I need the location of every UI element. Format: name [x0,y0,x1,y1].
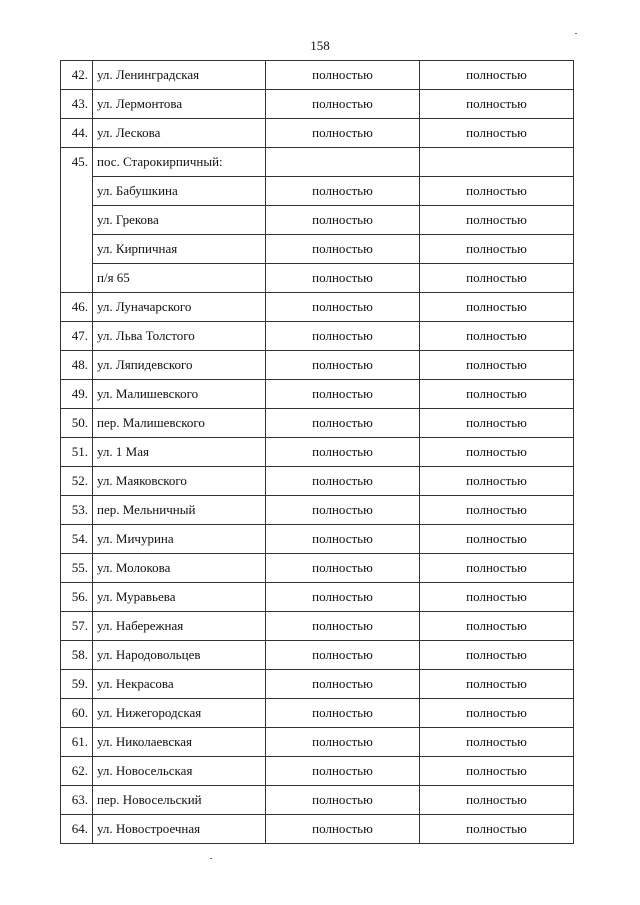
row-number: 64. [61,815,93,844]
street-name: ул. Некрасова [93,670,266,699]
coverage-status-2: полностью [420,235,574,264]
scan-speck [210,858,212,859]
coverage-status-2: полностью [420,525,574,554]
coverage-status-2: полностью [420,815,574,844]
table-row [61,554,574,583]
table-row [61,438,574,467]
street-name: ул. Набережная [93,612,266,641]
street-name: ул. Луначарского [93,293,266,322]
table-row [61,496,574,525]
table-row [61,670,574,699]
coverage-status-2: полностью [420,90,574,119]
street-name: ул. Новостроечная [93,815,266,844]
coverage-status-1: полностью [266,322,420,351]
table-row [61,264,574,293]
table-row [61,409,574,438]
table-row [61,815,574,844]
street-name: ул. Ленинградская [93,61,266,90]
row-number: 48. [61,351,93,380]
street-name: ул. Грекова [93,206,266,235]
coverage-status-2: полностью [420,728,574,757]
row-number: 50. [61,409,93,438]
coverage-status-2: полностью [420,670,574,699]
coverage-status-1: полностью [266,728,420,757]
street-name: ул. Лескова [93,119,266,148]
coverage-status-2: полностью [420,409,574,438]
row-number: 42. [61,61,93,90]
table-row [61,728,574,757]
street-name: ул. Муравьева [93,583,266,612]
row-number: 61. [61,728,93,757]
coverage-status-2: полностью [420,496,574,525]
coverage-status-1: полностью [266,699,420,728]
coverage-status-1: полностью [266,380,420,409]
coverage-status-1: полностью [266,177,420,206]
coverage-status-2: полностью [420,757,574,786]
coverage-status-1: полностью [266,467,420,496]
coverage-status-1: полностью [266,264,420,293]
street-name: п/я 65 [93,264,266,293]
coverage-status-1: полностью [266,351,420,380]
coverage-status-1: полностью [266,670,420,699]
street-name: ул. Льва Толстого [93,322,266,351]
row-number: 56. [61,583,93,612]
coverage-status-1: полностью [266,438,420,467]
street-name: ул. Маяковского [93,467,266,496]
table-row [61,641,574,670]
coverage-status-1: полностью [266,583,420,612]
table-row [61,612,574,641]
row-number: 58. [61,641,93,670]
coverage-status-1: полностью [266,815,420,844]
coverage-status-2: полностью [420,206,574,235]
row-number: 49. [61,380,93,409]
row-number: 52. [61,467,93,496]
street-name: ул. Николаевская [93,728,266,757]
coverage-status-1: полностью [266,786,420,815]
table-row [61,380,574,409]
table-row [61,235,574,264]
coverage-status-2: полностью [420,699,574,728]
table-row [61,757,574,786]
streets-table-body [61,61,574,844]
table-row [61,177,574,206]
row-number: 60. [61,699,93,728]
street-name: ул. Ляпидевского [93,351,266,380]
street-name: ул. Мичурина [93,525,266,554]
row-number [61,206,93,235]
street-name: ул. Малишевского [93,380,266,409]
row-number [61,264,93,293]
coverage-status-1: полностью [266,90,420,119]
coverage-status-1: полностью [266,409,420,438]
street-name: пос. Старокирпичный: [93,148,266,177]
coverage-status-1: полностью [266,206,420,235]
coverage-status-1: полностью [266,612,420,641]
coverage-status-1 [266,148,420,177]
coverage-status-2: полностью [420,351,574,380]
street-name: ул. Кирпичная [93,235,266,264]
coverage-status-2: полностью [420,583,574,612]
coverage-status-1: полностью [266,757,420,786]
street-name: ул. Молокова [93,554,266,583]
street-name: пер. Мельничный [93,496,266,525]
table-row [61,322,574,351]
coverage-status-2: полностью [420,786,574,815]
coverage-status-2: полностью [420,293,574,322]
table-row [61,148,574,177]
coverage-status-1: полностью [266,496,420,525]
row-number: 57. [61,612,93,641]
table-row [61,583,574,612]
scan-speck [575,33,577,34]
row-number: 44. [61,119,93,148]
coverage-status-2: полностью [420,554,574,583]
row-number: 46. [61,293,93,322]
street-name: ул. Бабушкина [93,177,266,206]
coverage-status-1: полностью [266,119,420,148]
coverage-status-2 [420,148,574,177]
coverage-status-2: полностью [420,61,574,90]
table-row [61,525,574,554]
coverage-status-1: полностью [266,293,420,322]
row-number: 62. [61,757,93,786]
table-row [61,699,574,728]
table-row [61,467,574,496]
row-number: 63. [61,786,93,815]
coverage-status-2: полностью [420,612,574,641]
streets-table [60,60,574,844]
table-row [61,119,574,148]
row-number: 43. [61,90,93,119]
row-number: 47. [61,322,93,351]
coverage-status-2: полностью [420,119,574,148]
row-number: 51. [61,438,93,467]
street-name: ул. Лермонтова [93,90,266,119]
row-number: 54. [61,525,93,554]
street-name: пер. Новосельский [93,786,266,815]
coverage-status-1: полностью [266,525,420,554]
coverage-status-2: полностью [420,641,574,670]
coverage-status-2: полностью [420,322,574,351]
street-name: ул. Народовольцев [93,641,266,670]
street-name: ул. 1 Мая [93,438,266,467]
street-name: ул. Новосельская [93,757,266,786]
page-number: 158 [310,38,330,53]
coverage-status-2: полностью [420,438,574,467]
street-name: пер. Малишевского [93,409,266,438]
table-row [61,786,574,815]
coverage-status-1: полностью [266,554,420,583]
row-number: 53. [61,496,93,525]
table-row [61,293,574,322]
street-name: ул. Нижегородская [93,699,266,728]
row-number: 55. [61,554,93,583]
row-number: 59. [61,670,93,699]
row-number [61,177,93,206]
table-row [61,351,574,380]
table-row [61,61,574,90]
table-row [61,206,574,235]
coverage-status-2: полностью [420,380,574,409]
table-row [61,90,574,119]
coverage-status-1: полностью [266,235,420,264]
coverage-status-2: полностью [420,467,574,496]
row-number [61,235,93,264]
coverage-status-2: полностью [420,264,574,293]
coverage-status-1: полностью [266,61,420,90]
coverage-status-1: полностью [266,641,420,670]
row-number: 45. [61,148,93,177]
coverage-status-2: полностью [420,177,574,206]
